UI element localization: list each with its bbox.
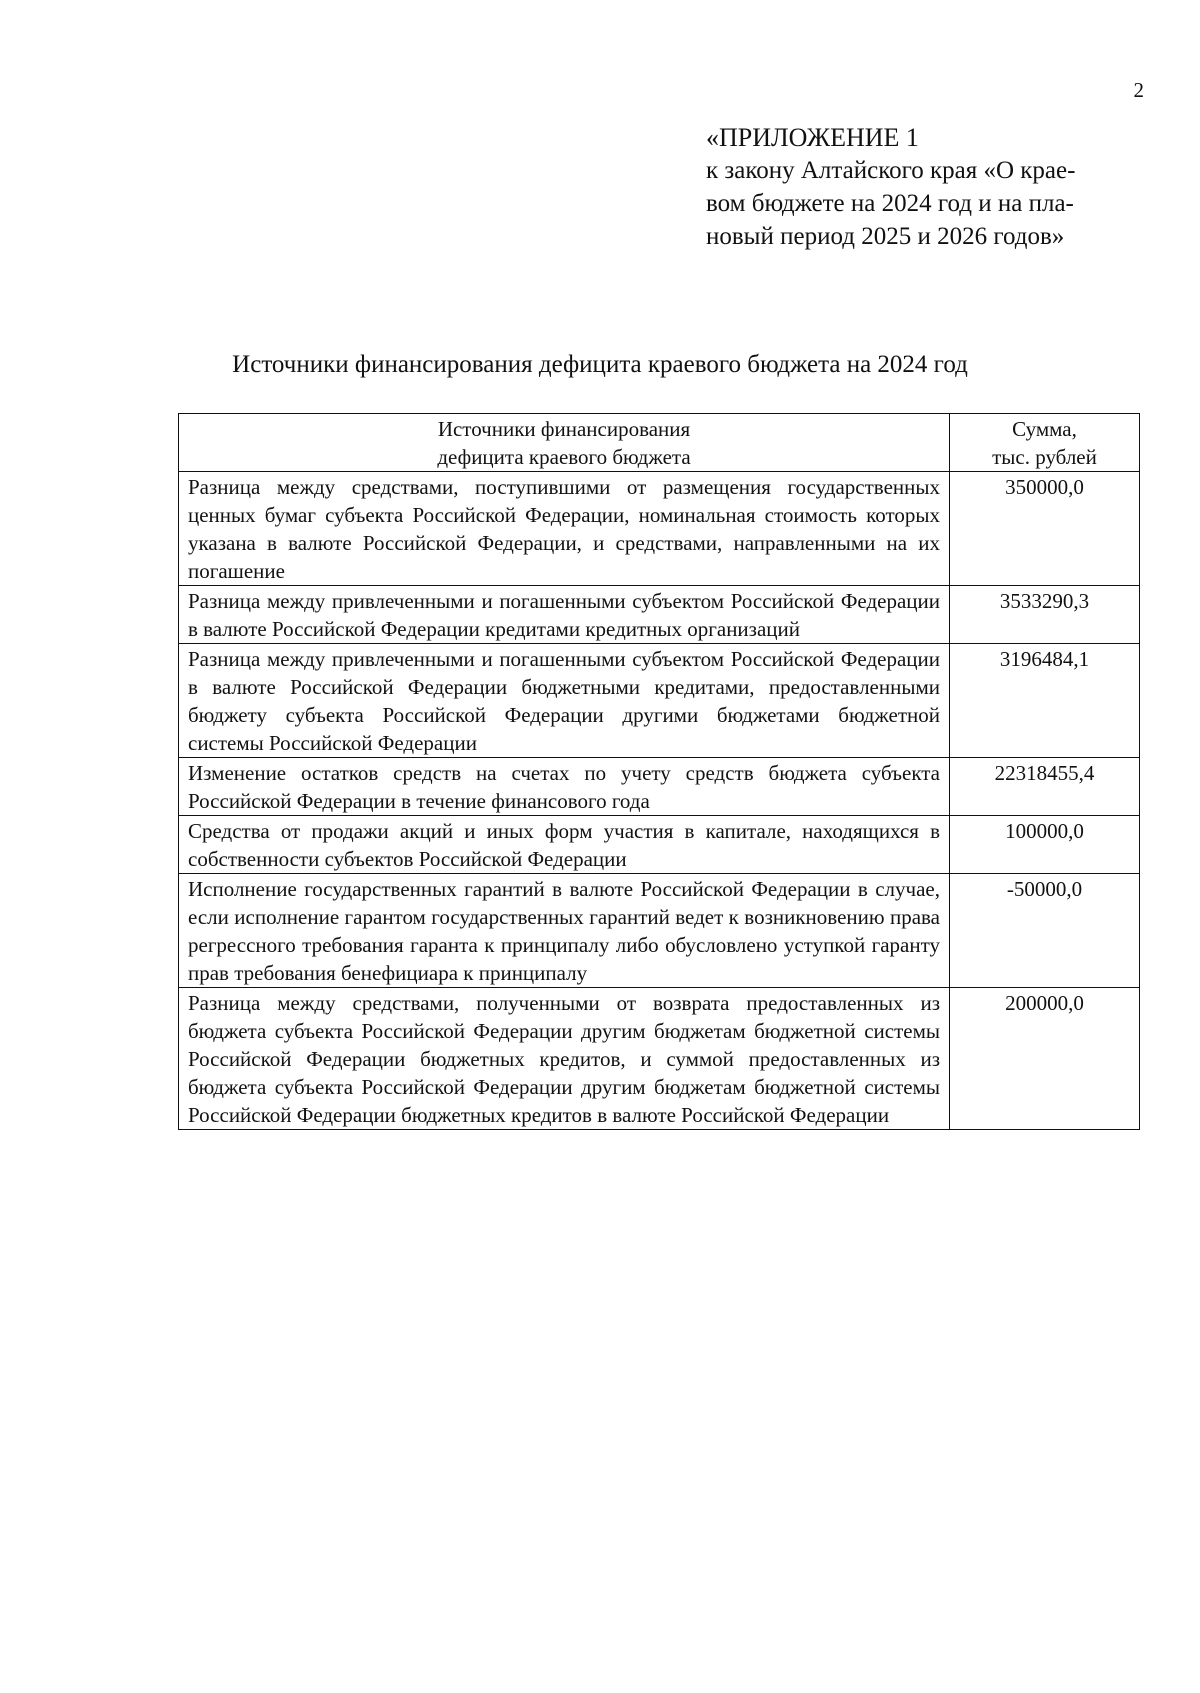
sum-cell: 200000,0 — [950, 988, 1140, 1130]
appendix-title: «ПРИЛОЖЕНИЕ 1 — [706, 123, 919, 152]
sum-cell: 100000,0 — [950, 816, 1140, 874]
source-name-cell: Разница между средствами, полученными от возврата предоставленных из бюджета субъекта Российской Федерации другим бюджетам бюджетной системы Российской Федерации бюджетных кредитов, и суммой предоставленных из бюджета субъекта Российской Федерации другим бюджетам бюджетной системы Российской Федерации бюджетных кредитов в валюте Российской Федерации — [179, 988, 950, 1130]
sum-cell: -50000,0 — [950, 874, 1140, 988]
source-name-cell: Исполнение государственных гарантий в валюте Российской Федерации в случае, если исполнение гарантом государственных гарантий ведет к возникновению права регрессного требования гаранта к принципалу либо обусловлено уступкой гаранту прав требования бенефициара к принципалу — [179, 874, 950, 988]
appendix-heading — [706, 121, 1146, 253]
sum-cell: 3196484,1 — [950, 644, 1140, 758]
source-name-cell: Разница между средствами, поступившими от размещения государственных ценных бумаг субъекта Российской Федерации, номинальная стоимость которых указана в валюте Российской Федерации, и средствами, направленными на их погашение — [179, 472, 950, 586]
table-row — [179, 758, 1140, 816]
table-row — [179, 874, 1140, 988]
sum-cell: 22318455,4 — [950, 758, 1140, 816]
sum-cell: 350000,0 — [950, 472, 1140, 586]
appendix-line: новый период 2025 и 2026 годов» — [706, 223, 1065, 250]
table-row — [179, 816, 1140, 874]
source-name-cell: Изменение остатков средств на счетах по учету средств бюджета субъекта Российской Федерации в течение финансового года — [179, 758, 950, 816]
page-number: 2 — [1133, 78, 1144, 102]
source-name-cell: Средства от продажи акций и иных форм участия в капитале, находящихся в собственности субъектов Российской Федерации — [179, 816, 950, 874]
document-title: Источники финансирования дефицита краевого бюджета на 2024 год — [232, 351, 968, 378]
table-row — [179, 472, 1140, 586]
column-header-sum: Сумма, тыс. рублей — [950, 414, 1140, 472]
sum-cell: 3533290,3 — [950, 586, 1140, 644]
source-name-cell: Разница между привлеченными и погашенными субъектом Российской Федерации в валюте Российской Федерации бюджетными кредитами, предоставленными бюджету субъекта Российской Федерации другими бюджетами бюджетной системы Российской Федерации — [179, 644, 950, 758]
appendix-line: к закону Алтайского края «О крае- — [706, 157, 1076, 184]
financing-sources-table — [178, 413, 1140, 1130]
table-header-row — [179, 414, 1140, 472]
table-row — [179, 644, 1140, 758]
table-row — [179, 988, 1140, 1130]
appendix-line: вом бюджете на 2024 год и на пла- — [706, 190, 1074, 217]
source-name-cell: Разница между привлеченными и погашенными субъектом Российской Федерации в валюте Российской Федерации кредитами кредитных организаций — [179, 586, 950, 644]
table-row — [179, 586, 1140, 644]
column-header-source: Источники финансирования дефицита краевого бюджета — [179, 414, 950, 472]
